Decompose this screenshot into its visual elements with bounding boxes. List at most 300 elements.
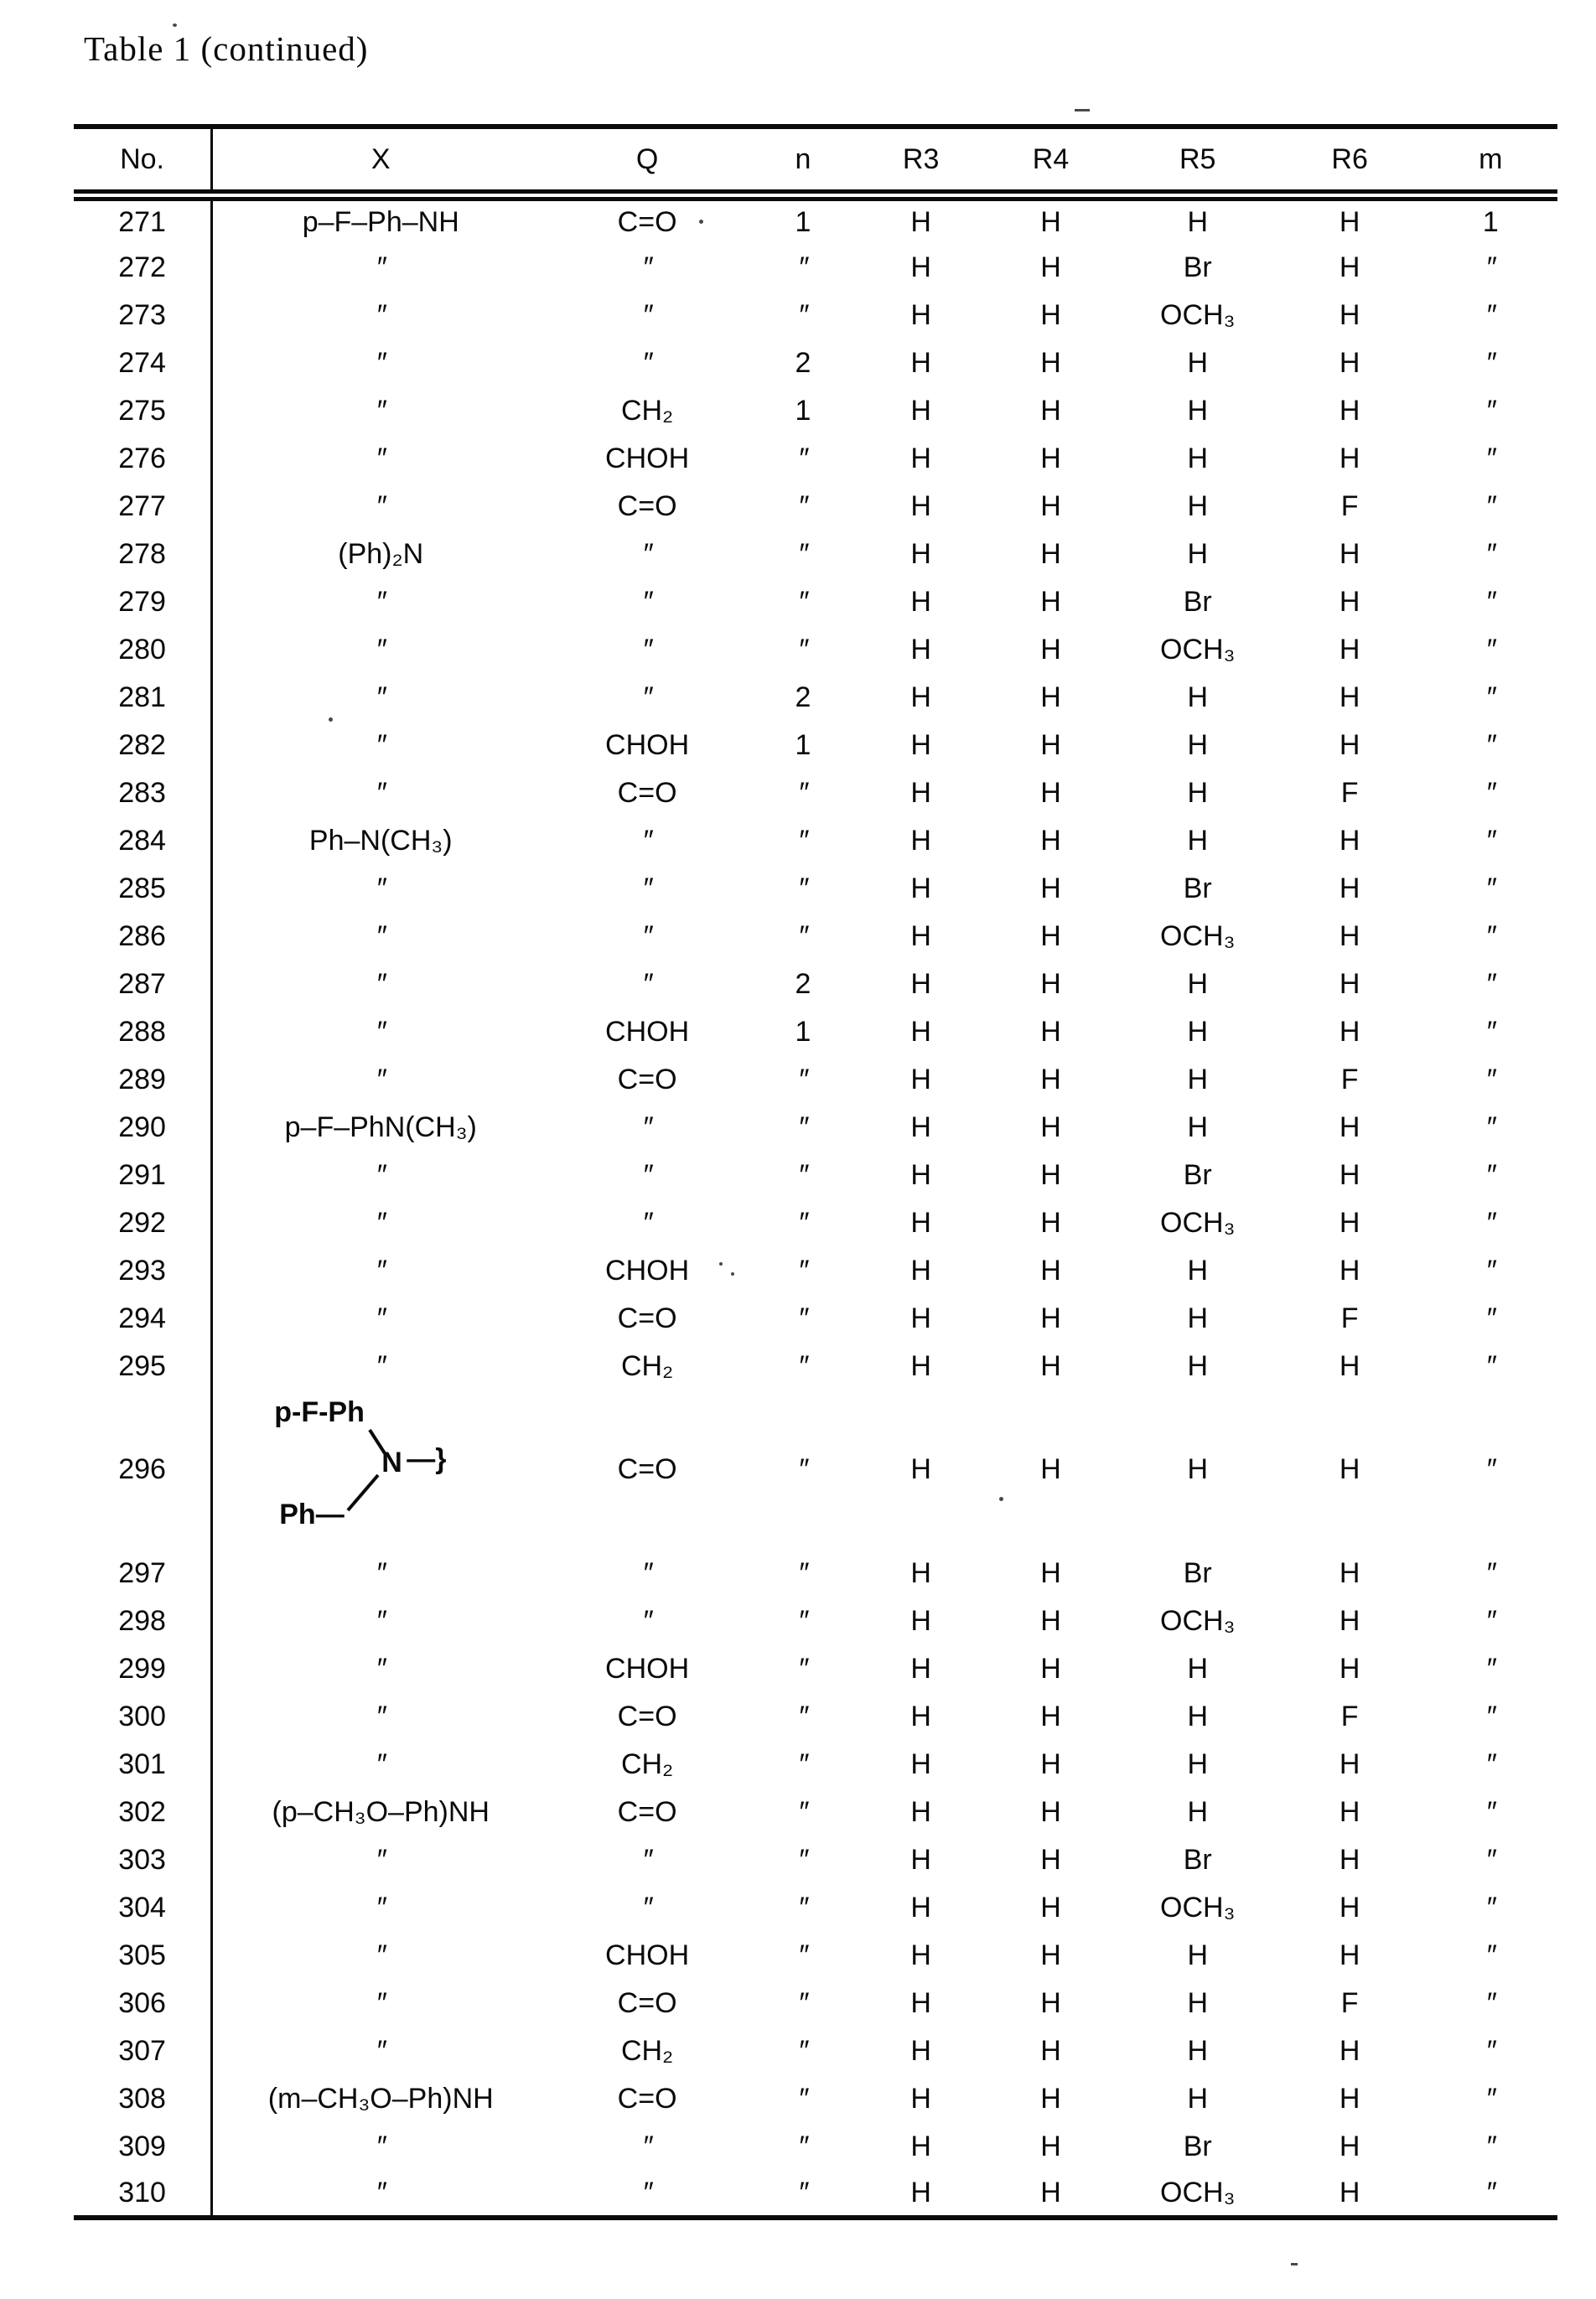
col-header-r4: R4 (982, 127, 1120, 195)
cell-x: ″ (376, 298, 386, 331)
cell-x: (Ph)₂N (338, 537, 424, 570)
scan-speck (999, 1497, 1003, 1501)
cell-q: CH₂ (620, 1349, 674, 1382)
cell-n: ″ (797, 2034, 808, 2067)
cell-q: ″ (642, 1891, 653, 1924)
cell-r3: H (910, 2082, 931, 2115)
cell-r5: Br (1183, 251, 1212, 283)
cell-r4: H (1040, 681, 1061, 713)
cell-no: 271 (74, 195, 212, 243)
table-row (74, 530, 1557, 577)
cell-r6: H (1339, 1891, 1360, 1924)
cell-no: 276 (74, 434, 212, 482)
cell-no: 289 (74, 1055, 212, 1103)
cell-r5: H (1187, 1063, 1209, 1095)
table-row (74, 1390, 1557, 1549)
cell-r5: H (1187, 1302, 1209, 1334)
cell-r5: H (1187, 776, 1209, 809)
cell-r6: H (1339, 251, 1360, 283)
cell-r5: Br (1183, 1556, 1212, 1589)
cell-r3: H (910, 1986, 931, 2019)
cell-r4: H (1040, 489, 1061, 522)
cell-n: ″ (797, 2130, 808, 2162)
cell-r4: H (1040, 298, 1061, 331)
cell-r6: H (1339, 824, 1360, 857)
table-row (74, 291, 1557, 339)
cell-m: ″ (1485, 1254, 1496, 1287)
cell-n: ″ (797, 1604, 808, 1637)
cell-q: ″ (642, 2130, 653, 2162)
cell-r6: H (1339, 1939, 1360, 1971)
table-row (74, 1199, 1557, 1246)
cell-q: C=O (617, 489, 677, 522)
cell-r6: H (1339, 967, 1360, 1000)
cell-r5: H (1187, 967, 1209, 1000)
cell-r3: H (910, 489, 931, 522)
cell-r5: OCH₃ (1160, 919, 1236, 952)
cell-no: 284 (74, 816, 212, 864)
cell-no: 283 (74, 769, 212, 816)
cell-x: (p–CH₃O–Ph)NH (272, 1795, 490, 1828)
table-container (74, 124, 1557, 2220)
cell-no: 296 (74, 1390, 212, 1549)
cell-n: ″ (797, 585, 808, 618)
cell-r4: H (1040, 2034, 1061, 2067)
cell-n: 2 (795, 967, 811, 1000)
cell-n: ″ (797, 298, 808, 331)
cell-x: ″ (376, 967, 386, 1000)
cell-m: ″ (1485, 1349, 1496, 1382)
cell-r6: H (1339, 681, 1360, 713)
cell-r6: F (1340, 1700, 1359, 1732)
cell-x: Ph–N(CH₃) (308, 824, 453, 857)
cell-no: 281 (74, 673, 212, 721)
table-row (74, 673, 1557, 721)
cell-r6: H (1339, 872, 1360, 904)
cell-r6: H (1339, 1254, 1360, 1287)
cell-n: 1 (795, 206, 811, 238)
cell-r5: H (1187, 1748, 1209, 1780)
cell-r6: H (1339, 1604, 1360, 1637)
cell-r3: H (910, 346, 931, 379)
table-row (74, 2027, 1557, 2074)
cell-q: C=O (617, 1453, 677, 1485)
cell-m: ″ (1485, 1302, 1496, 1334)
cell-r6: F (1340, 776, 1359, 809)
cell-n: ″ (797, 1349, 808, 1382)
cell-q: ″ (642, 1556, 653, 1589)
cell-r6: H (1339, 298, 1360, 331)
cell-n: ″ (797, 1843, 808, 1876)
cell-m: ″ (1485, 442, 1496, 474)
cell-r6: F (1340, 1302, 1359, 1334)
cell-r3: H (910, 298, 931, 331)
cell-n: ″ (797, 1652, 808, 1685)
cell-x: (m–CH₃O–Ph)NH (267, 2082, 494, 2115)
table-row (74, 1788, 1557, 1836)
cell-r4: H (1040, 728, 1061, 761)
cell-m: ″ (1485, 776, 1496, 809)
cell-x: ″ (376, 346, 386, 379)
table-row (74, 2074, 1557, 2122)
cell-r4: H (1040, 1111, 1061, 1143)
cell-m: ″ (1485, 681, 1496, 713)
cell-q: CH₂ (620, 1748, 674, 1780)
cell-r4: H (1040, 1254, 1061, 1287)
table-row (74, 1342, 1557, 1390)
cell-m: ″ (1485, 1986, 1496, 2019)
table-row (74, 386, 1557, 434)
cell-m: ″ (1485, 967, 1496, 1000)
cell-r3: H (910, 1254, 931, 1287)
cell-q: ″ (642, 872, 653, 904)
cell-q: ″ (642, 251, 653, 283)
cell-r6: F (1340, 1986, 1359, 2019)
col-header-r6: R6 (1276, 127, 1424, 195)
row296-amine-structure (267, 1390, 494, 1549)
cell-m: ″ (1485, 1700, 1496, 1732)
cell-r6: H (1339, 537, 1360, 570)
cell-r4: H (1040, 1700, 1061, 1732)
cell-m: ″ (1485, 2082, 1496, 2115)
cell-r5: OCH₃ (1160, 2177, 1236, 2208)
cell-q: CHOH (605, 1015, 690, 1048)
cell-m: ″ (1485, 298, 1496, 331)
cell-r5: H (1187, 206, 1209, 238)
cell-r3: H (910, 2034, 931, 2067)
structure-open-bond: —} (407, 1443, 447, 1475)
cell-x: ″ (376, 1891, 386, 1924)
col-header-n: n (746, 127, 860, 195)
cell-q: C=O (617, 2082, 677, 2115)
cell-q: ″ (642, 1206, 653, 1239)
table-row (74, 1246, 1557, 1294)
cell-r3: H (910, 2177, 931, 2208)
cell-m: ″ (1485, 1652, 1496, 1685)
table-row (74, 960, 1557, 1007)
cell-m: ″ (1485, 1939, 1496, 1971)
scan-speck (1291, 2263, 1298, 2265)
cell-no: 291 (74, 1151, 212, 1199)
cell-n: ″ (797, 1254, 808, 1287)
cell-r4: H (1040, 1015, 1061, 1048)
cell-q: ″ (642, 967, 653, 1000)
cell-m: ″ (1485, 489, 1496, 522)
cell-r6: H (1339, 2082, 1360, 2115)
cell-r6: H (1339, 633, 1360, 665)
cell-r5: OCH₃ (1160, 1891, 1236, 1924)
cell-r4: H (1040, 776, 1061, 809)
cell-x: ″ (376, 2034, 386, 2067)
scan-speck (731, 1272, 734, 1276)
table-row (74, 1740, 1557, 1788)
cell-r5: H (1187, 1015, 1209, 1048)
cell-r4: H (1040, 1158, 1061, 1191)
cell-m: ″ (1485, 2034, 1496, 2067)
cell-r4: H (1040, 872, 1061, 904)
cell-r4: H (1040, 1891, 1061, 1924)
cell-n: ″ (797, 1748, 808, 1780)
cell-r3: H (910, 1111, 931, 1143)
cell-m: ″ (1485, 1748, 1496, 1780)
cell-x: p–F–Ph–NH (302, 206, 459, 238)
cell-r3: H (910, 206, 931, 238)
table-row (74, 1644, 1557, 1692)
cell-q: ″ (642, 1111, 653, 1143)
cell-no: 310 (74, 2170, 212, 2218)
cell-n: ″ (797, 1063, 808, 1095)
cell-r5: H (1187, 1986, 1209, 2019)
cell-no: 294 (74, 1294, 212, 1342)
cell-r6: H (1339, 1015, 1360, 1048)
table-row (74, 1549, 1557, 1597)
cell-no: 274 (74, 339, 212, 386)
cell-r4: H (1040, 1302, 1061, 1334)
table-row (74, 816, 1557, 864)
cell-r4: H (1040, 346, 1061, 379)
cell-n: ″ (797, 1111, 808, 1143)
cell-no: 285 (74, 864, 212, 912)
cell-q: C=O (617, 1795, 677, 1828)
cell-r4: H (1040, 251, 1061, 283)
cell-n: ″ (797, 919, 808, 952)
cell-n: 1 (795, 1015, 811, 1048)
cell-r6: H (1339, 1453, 1360, 1485)
table-row (74, 1692, 1557, 1740)
cell-r4: H (1040, 1986, 1061, 2019)
cell-r3: H (910, 1748, 931, 1780)
cell-q: CH₂ (620, 394, 674, 427)
cell-q: CHOH (605, 442, 690, 474)
cell-q: CHOH (605, 728, 690, 761)
cell-r3: H (910, 1652, 931, 1685)
cell-r6: H (1339, 1111, 1360, 1143)
cell-no: 290 (74, 1103, 212, 1151)
cell-r4: H (1040, 2130, 1061, 2162)
scan-speck (719, 1262, 723, 1266)
cell-m: ″ (1485, 1556, 1496, 1589)
cell-r3: H (910, 1604, 931, 1637)
cell-r6: H (1339, 2177, 1360, 2208)
cell-q: ″ (642, 1604, 653, 1637)
table-row (74, 1597, 1557, 1644)
table-row (74, 2170, 1557, 2218)
cell-r3: H (910, 1939, 931, 1971)
cell-r3: H (910, 1063, 931, 1095)
cell-r3: H (910, 1206, 931, 1239)
cell-m: ″ (1485, 824, 1496, 857)
table-row (74, 1294, 1557, 1342)
cell-no: 293 (74, 1246, 212, 1294)
cell-q: ″ (642, 537, 653, 570)
cell-m: ″ (1485, 1795, 1496, 1828)
scan-speck (173, 23, 177, 27)
cell-x: ″ (376, 1206, 386, 1239)
cell-r5: H (1187, 394, 1209, 427)
cell-no: 295 (74, 1342, 212, 1390)
cell-r4: H (1040, 585, 1061, 618)
col-header-r3: R3 (860, 127, 982, 195)
cell-x: ″ (376, 585, 386, 618)
cell-x: p–F–PhN(CH₃) (284, 1111, 477, 1143)
cell-r5: H (1187, 1111, 1209, 1143)
cell-x: ″ (376, 728, 386, 761)
col-header-r5: R5 (1120, 127, 1276, 195)
cell-n: ″ (797, 1206, 808, 1239)
cell-x: ″ (376, 1700, 386, 1732)
cell-r5: H (1187, 1349, 1209, 1382)
cell-m: ″ (1485, 1111, 1496, 1143)
cell-n: ″ (797, 1939, 808, 1971)
cell-r5: H (1187, 537, 1209, 570)
cell-no: 300 (74, 1692, 212, 1740)
cell-r3: H (910, 1349, 931, 1382)
cell-r5: Br (1183, 1158, 1212, 1191)
cell-q: ″ (642, 2177, 653, 2208)
cell-m: 1 (1482, 206, 1499, 238)
cell-n: ″ (797, 1700, 808, 1732)
cell-r6: H (1339, 1556, 1360, 1589)
structure-nitrogen: N (381, 1447, 402, 1478)
cell-r4: H (1040, 1556, 1061, 1589)
cell-r3: H (910, 1453, 931, 1485)
cell-r4: H (1040, 633, 1061, 665)
cell-x: ″ (376, 1748, 386, 1780)
cell-q: C=O (617, 776, 677, 809)
cell-r5: H (1187, 1700, 1209, 1732)
cell-no: 298 (74, 1597, 212, 1644)
cell-m: ″ (1485, 919, 1496, 952)
cell-r6: F (1340, 1063, 1359, 1095)
cell-x: ″ (376, 394, 386, 427)
cell-x: ″ (376, 1302, 386, 1334)
cell-n: ″ (797, 537, 808, 570)
cell-no: 286 (74, 912, 212, 960)
cell-x: ″ (376, 442, 386, 474)
cell-no: 309 (74, 2122, 212, 2170)
cell-n: ″ (797, 251, 808, 283)
cell-no: 288 (74, 1007, 212, 1055)
cell-n: 2 (795, 346, 811, 379)
table-row (74, 1979, 1557, 2027)
cell-r4: H (1040, 1748, 1061, 1780)
cell-n: ″ (797, 1453, 808, 1485)
cell-r3: H (910, 394, 931, 427)
cell-x (212, 1390, 549, 1549)
cell-no: 272 (74, 243, 212, 291)
cell-r4: H (1040, 919, 1061, 952)
cell-r3: H (910, 1556, 931, 1589)
cell-q: CHOH (605, 1254, 690, 1287)
cell-no: 282 (74, 721, 212, 769)
cell-r6: H (1339, 1843, 1360, 1876)
header-row (74, 127, 1557, 195)
cell-q: ″ (642, 1843, 653, 1876)
col-header-q: Q (548, 127, 745, 195)
cell-r6: H (1339, 1349, 1360, 1382)
table-row (74, 625, 1557, 673)
cell-r3: H (910, 681, 931, 713)
cell-r6: H (1339, 919, 1360, 952)
table-row (74, 864, 1557, 912)
cell-r3: H (910, 1700, 931, 1732)
cell-m: ″ (1485, 585, 1496, 618)
cell-no: 305 (74, 1931, 212, 1979)
cell-m: ″ (1485, 1158, 1496, 1191)
cell-no: 299 (74, 1644, 212, 1692)
cell-r5: Br (1183, 585, 1212, 618)
cell-x: ″ (376, 1015, 386, 1048)
cell-r3: H (910, 1795, 931, 1828)
cell-x: ″ (376, 776, 386, 809)
cell-m: ″ (1485, 346, 1496, 379)
cell-r4: H (1040, 1604, 1061, 1637)
cell-no: 275 (74, 386, 212, 434)
cell-r5: H (1187, 824, 1209, 857)
cell-q: ″ (642, 1158, 653, 1191)
cell-x: ″ (376, 1254, 386, 1287)
cell-r5: H (1187, 1453, 1209, 1485)
cell-r3: H (910, 537, 931, 570)
cell-r4: H (1040, 1795, 1061, 1828)
scan-speck (1075, 109, 1090, 111)
cell-r4: H (1040, 1206, 1061, 1239)
table-row (74, 721, 1557, 769)
cell-r4: H (1040, 1843, 1061, 1876)
cell-r4: H (1040, 1652, 1061, 1685)
cell-m: ″ (1485, 1604, 1496, 1637)
cell-no: 307 (74, 2027, 212, 2074)
col-header-m: m (1424, 127, 1557, 195)
cell-r4: H (1040, 1349, 1061, 1382)
cell-n: ″ (797, 1891, 808, 1924)
cell-x: ″ (376, 1986, 386, 2019)
table-row (74, 195, 1557, 243)
cell-r3: H (910, 2130, 931, 2162)
table-body (74, 195, 1557, 2218)
cell-r5: H (1187, 681, 1209, 713)
cell-r4: H (1040, 1939, 1061, 1971)
cell-q: CHOH (605, 1652, 690, 1685)
table-row (74, 769, 1557, 816)
table-row (74, 2122, 1557, 2170)
cell-r6: F (1340, 489, 1359, 522)
cell-r5: H (1187, 1652, 1209, 1685)
cell-x: ″ (376, 2177, 386, 2208)
cell-r4: H (1040, 206, 1061, 238)
table-row (74, 1007, 1557, 1055)
cell-r5: H (1187, 1254, 1209, 1287)
cell-x: ″ (376, 1158, 386, 1191)
cell-no: 277 (74, 482, 212, 530)
table-row (74, 434, 1557, 482)
cell-r3: H (910, 633, 931, 665)
cell-n: 1 (795, 394, 811, 427)
structure-bottom-label: Ph— (279, 1499, 345, 1530)
cell-m: ″ (1485, 633, 1496, 665)
cell-no: 301 (74, 1740, 212, 1788)
cell-m: ″ (1485, 728, 1496, 761)
table-row (74, 1836, 1557, 1883)
cell-r5: Br (1183, 2130, 1212, 2162)
cell-q: ″ (642, 346, 653, 379)
cell-m: ″ (1485, 537, 1496, 570)
cell-r5: OCH₃ (1160, 1604, 1236, 1637)
cell-r5: H (1187, 1795, 1209, 1828)
cell-r5: H (1187, 489, 1209, 522)
cell-q: C=O (617, 1700, 677, 1732)
table-row (74, 1151, 1557, 1199)
